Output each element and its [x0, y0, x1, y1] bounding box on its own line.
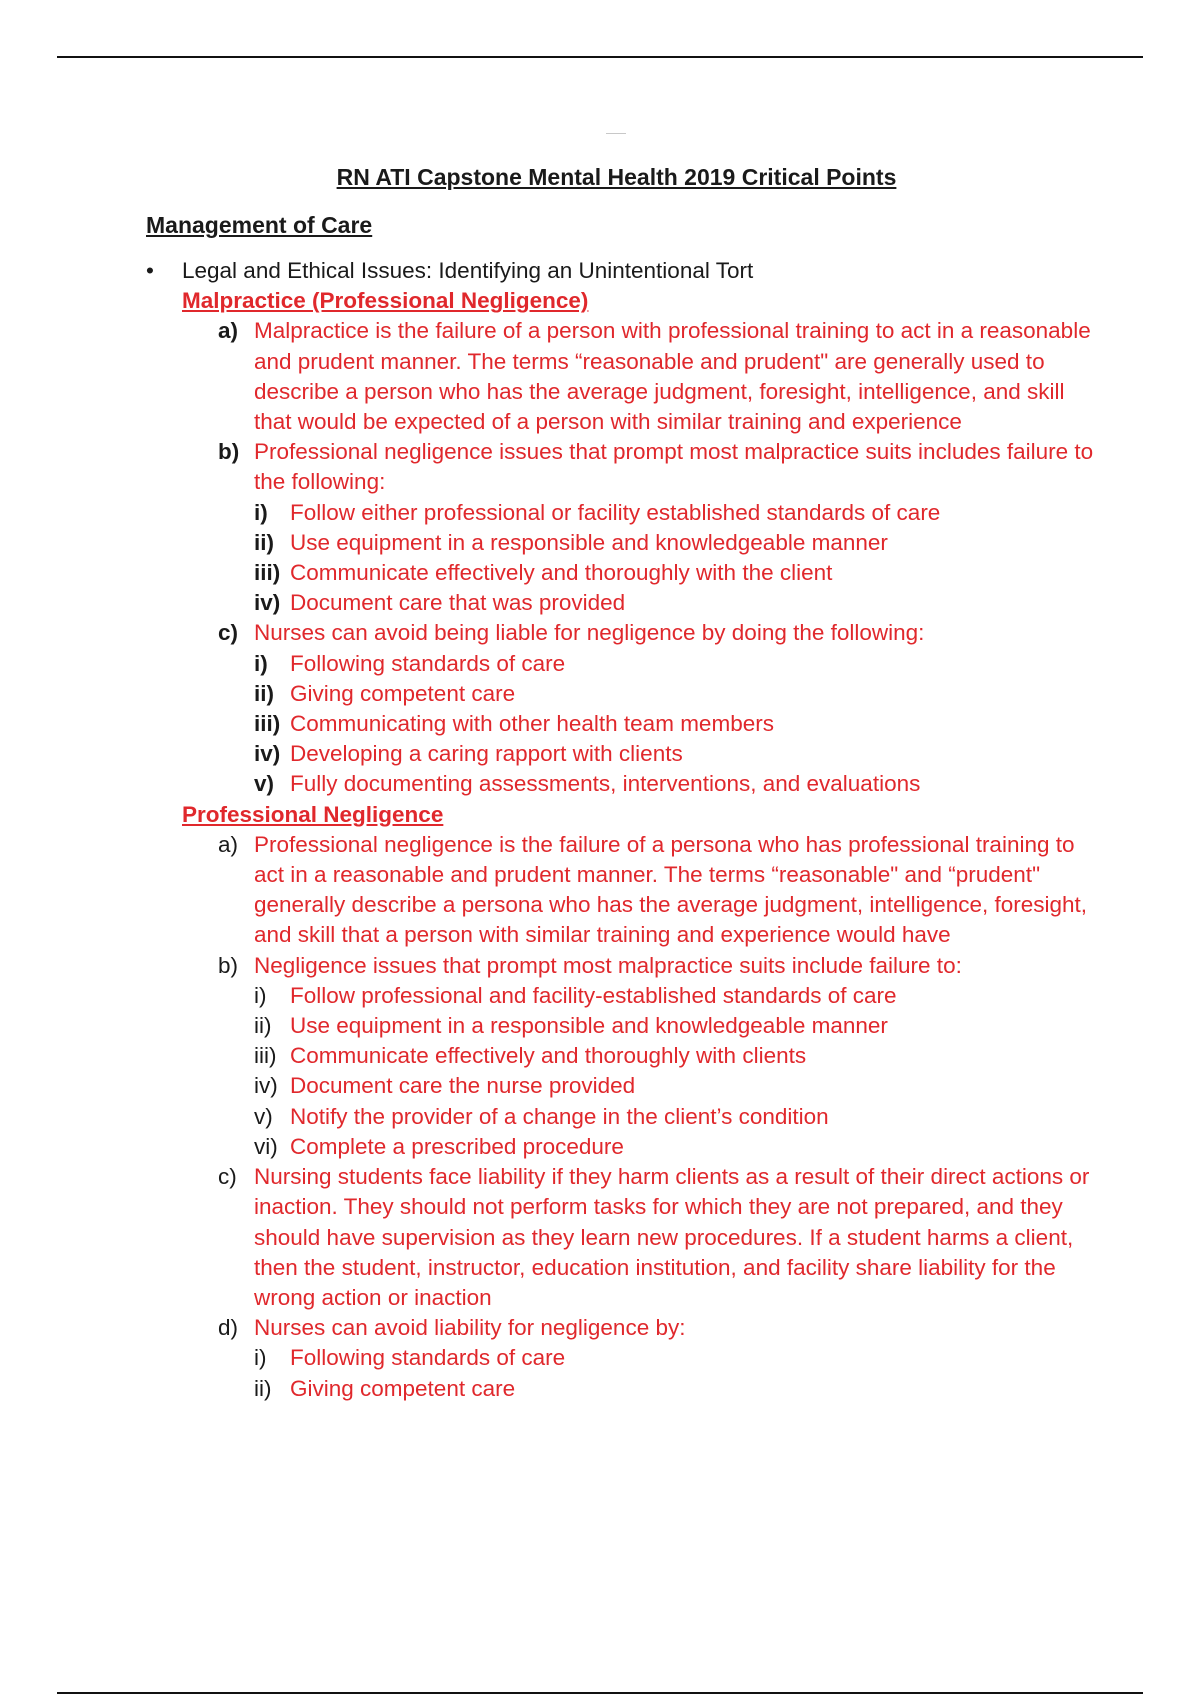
item-marker: a)	[218, 318, 239, 344]
sub-marker: iii)	[254, 711, 281, 737]
top-rule	[57, 56, 1143, 58]
sub-text: Communicate effectively and thoroughly with clients	[290, 1043, 807, 1069]
sub-item	[254, 1071, 1106, 1101]
item-text: Professional negligence is the failure of a persona who has professional training to act in a reasonable and prudent manner. The terms “reasonable" and “prudent" generally describe a persona who has the average judgment, intelligence, foresight, and skill that a person with similar training and experience would have	[254, 831, 1088, 948]
sub-item	[254, 588, 1106, 618]
sub-text: Following standards of care	[290, 1345, 566, 1371]
sub-marker: i)	[254, 650, 268, 676]
document-body	[146, 256, 1106, 1404]
topic-bullet	[146, 256, 1106, 286]
negligence-heading: Professional Negligence	[182, 801, 444, 827]
sub-marker: iv)	[254, 590, 281, 616]
sub-text: Following standards of care	[290, 650, 566, 676]
sub-item	[254, 981, 1106, 1011]
item-text: Malpractice is the failure of a person with professional training to act in a reasonable and prudent manner. The terms “reasonable and prudent" are generally used to describe a person who has the average judgment, foresight, intelligence, and skill that would be expected of a person with similar training and experience	[254, 318, 1091, 435]
item-marker: b)	[218, 439, 240, 465]
sub-marker: vi)	[254, 1133, 278, 1159]
item-marker: a)	[218, 831, 239, 857]
sub-text: Follow professional and facility-established standards of care	[290, 982, 897, 1008]
topic-text: Legal and Ethical Issues: Identifying an Unintentional Tort	[182, 258, 754, 283]
item-marker: d)	[218, 1315, 239, 1341]
sub-item	[254, 1343, 1106, 1373]
bottom-rule	[57, 1692, 1143, 1694]
negligence-item-b	[218, 951, 1106, 981]
bullet-marker: •	[146, 258, 154, 283]
sub-marker: iii)	[254, 1043, 277, 1069]
item-text: Professional negligence issues that prompt most malpractice suits includes failure to the following:	[254, 439, 1094, 495]
sub-marker: v)	[254, 1103, 273, 1129]
negligence-item-c	[218, 1162, 1106, 1313]
sub-marker: iii)	[254, 560, 281, 586]
sub-text: Notify the provider of a change in the client’s condition	[290, 1103, 829, 1129]
item-marker: c)	[218, 620, 239, 646]
sub-text: Fully documenting assessments, interventions, and evaluations	[290, 771, 921, 797]
sub-item	[254, 1041, 1106, 1071]
sub-marker: v)	[254, 771, 275, 797]
sub-item	[254, 1011, 1106, 1041]
sub-marker: i)	[254, 499, 268, 525]
sub-item	[254, 739, 1106, 769]
sub-text: Follow either professional or facility established standards of care	[290, 499, 941, 525]
sub-item	[254, 498, 1106, 528]
document-title: RN ATI Capstone Mental Health 2019 Critical Points	[336, 164, 897, 190]
sub-marker: i)	[254, 982, 267, 1008]
sub-text: Complete a prescribed procedure	[290, 1133, 624, 1159]
sub-text: Use equipment in a responsible and knowledgeable manner	[290, 529, 888, 555]
item-text: Nursing students face liability if they harm clients as a result of their direct actions or inaction. They should not perform tasks for which they are not prepared, and they should have supervision as they learn new procedures. If a student harms a client, then the student, instructor, education institution, and facility share liability for the wrong action or inaction	[254, 1164, 1090, 1310]
sub-text: Use equipment in a responsible and knowledgeable manner	[290, 1013, 888, 1039]
header-mark	[606, 133, 626, 134]
sub-marker: iv)	[254, 1073, 278, 1099]
sub-marker: ii)	[254, 680, 274, 706]
sub-item	[254, 1102, 1106, 1132]
item-marker: c)	[218, 1164, 237, 1190]
sub-text: Developing a caring rapport with clients	[290, 741, 683, 767]
sub-marker: ii)	[254, 1375, 272, 1401]
sub-item	[254, 558, 1106, 588]
item-text: Negligence issues that prompt most malpractice suits include failure to:	[254, 952, 962, 978]
negligence-item-a	[218, 830, 1106, 951]
sub-item	[254, 1132, 1106, 1162]
item-text: Nurses can avoid being liable for negligence by doing the following:	[254, 620, 925, 646]
section-title: Management of Care	[146, 212, 373, 238]
sub-item	[254, 769, 1106, 799]
sub-marker: i)	[254, 1345, 267, 1371]
sub-text: Giving competent care	[290, 680, 516, 706]
sub-item	[254, 528, 1106, 558]
malpractice-item-c	[218, 618, 1106, 648]
sub-text: Communicating with other health team members	[290, 711, 774, 737]
sub-item	[254, 1374, 1106, 1404]
sub-text: Giving competent care	[290, 1375, 516, 1401]
sub-text: Document care that was provided	[290, 590, 626, 616]
sub-text: Communicate effectively and thoroughly with the client	[290, 560, 833, 586]
sub-marker: ii)	[254, 1013, 272, 1039]
sub-item	[254, 679, 1106, 709]
malpractice-item-b	[218, 437, 1106, 497]
negligence-item-d	[218, 1313, 1106, 1343]
malpractice-heading: Malpractice (Professional Negligence)	[182, 288, 589, 314]
sub-text: Document care the nurse provided	[290, 1073, 636, 1099]
sub-marker: iv)	[254, 741, 281, 767]
sub-marker: ii)	[254, 529, 274, 555]
sub-item	[254, 709, 1106, 739]
item-text: Nurses can avoid liability for negligence by:	[254, 1315, 686, 1341]
malpractice-item-a	[218, 316, 1106, 437]
sub-item	[254, 649, 1106, 679]
item-marker: b)	[218, 952, 239, 978]
